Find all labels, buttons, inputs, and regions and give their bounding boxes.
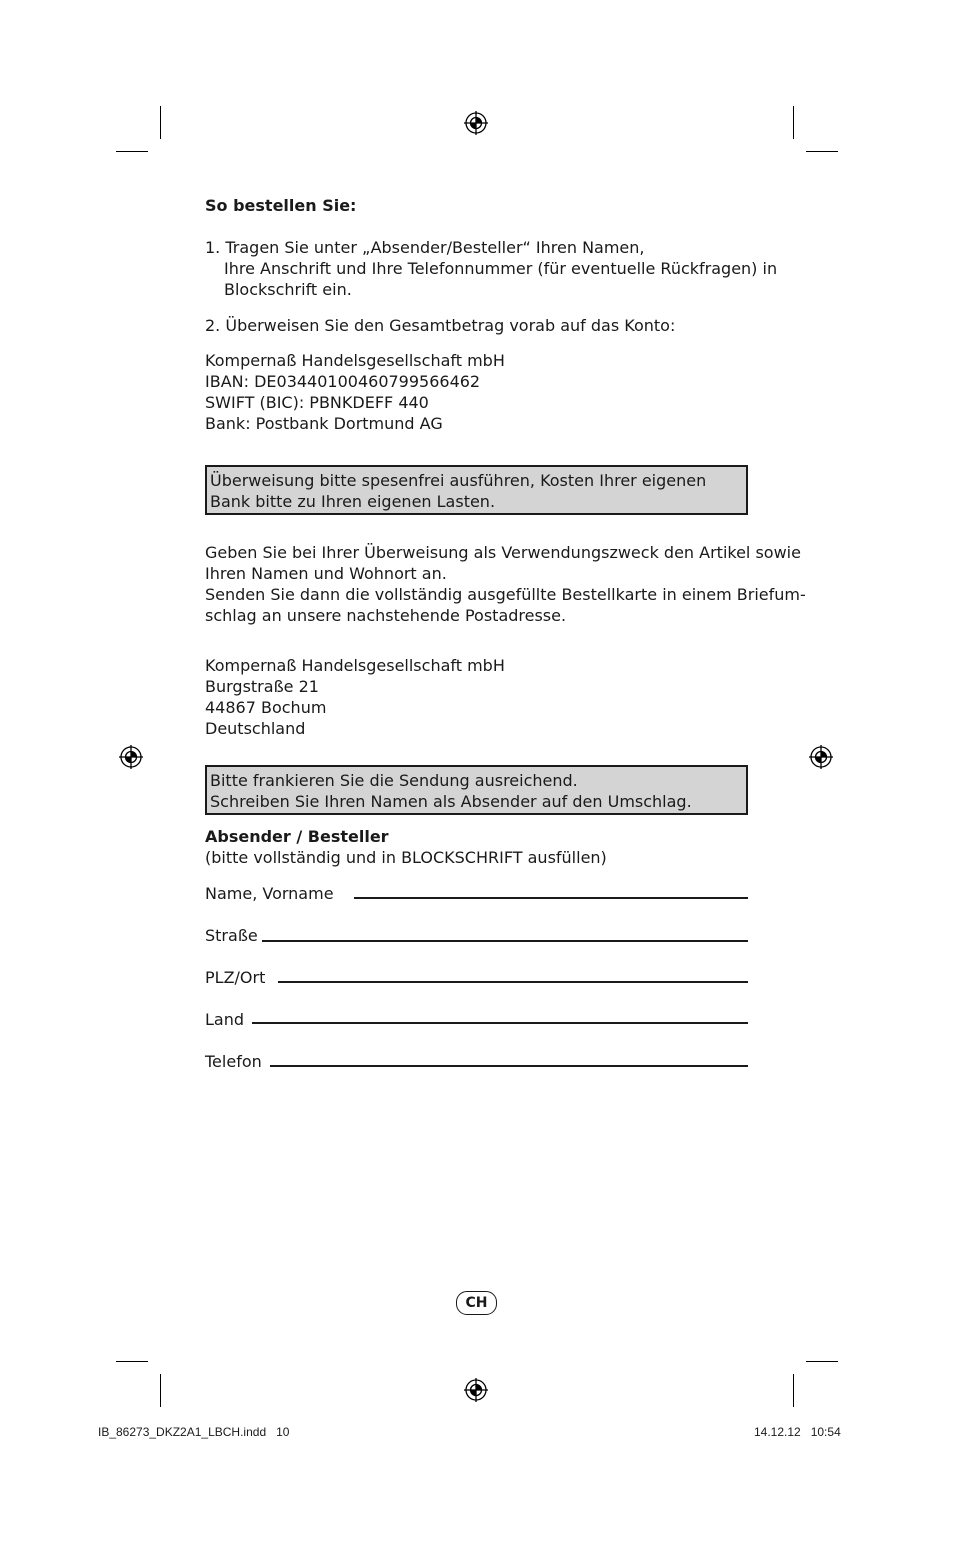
section-heading: So bestellen Sie: bbox=[205, 196, 357, 215]
step-2: 2. Überweisen Sie den Gesamtbetrag vorab auf das Konto: bbox=[205, 316, 676, 335]
field-line-name[interactable] bbox=[354, 897, 748, 899]
crop-mark-icon bbox=[793, 1374, 794, 1407]
bank-account-holder: Kompernaß Handelsgesellschaft mbH bbox=[205, 351, 505, 370]
field-label-phone: Telefon bbox=[205, 1052, 262, 1071]
instructions-line-2: Ihren Namen und Wohnort an. bbox=[205, 564, 447, 583]
step-1-line-2: Ihre Anschrift und Ihre Telefonnummer (für eventuelle Rückfragen) in bbox=[224, 259, 778, 278]
postage-notice-line-2: Schreiben Sie Ihren Namen als Absender auf den Umschlag. bbox=[210, 792, 692, 811]
field-label-zip-city: PLZ/Ort bbox=[205, 968, 266, 987]
step-1-line-3: Blockschrift ein. bbox=[224, 280, 352, 299]
field-line-street[interactable] bbox=[262, 940, 748, 942]
sender-title: Absender / Besteller bbox=[205, 827, 389, 846]
field-line-zip-city[interactable] bbox=[278, 981, 748, 983]
crop-mark-icon bbox=[160, 1374, 161, 1407]
instructions-line-4: schlag an unsere nachstehende Postadresse. bbox=[205, 606, 567, 625]
registration-mark-icon bbox=[809, 745, 833, 769]
footer-file-name: IB_86273_DKZ2A1_LBCH.indd 10 bbox=[98, 1425, 290, 1439]
crop-mark-icon bbox=[116, 1361, 148, 1362]
registration-mark-icon bbox=[464, 1378, 488, 1402]
address-city: 44867 Bochum bbox=[205, 698, 327, 717]
field-line-country[interactable] bbox=[252, 1022, 748, 1024]
step-1-line-1: 1. Tragen Sie unter „Absender/Besteller“ Ihren Namen, bbox=[205, 238, 645, 257]
instructions-line-1: Geben Sie bei Ihrer Überweisung als Verwendungszweck den Artikel sowie bbox=[205, 543, 801, 562]
address-street: Burgstraße 21 bbox=[205, 677, 319, 696]
address-country: Deutschland bbox=[205, 719, 306, 738]
registration-mark-icon bbox=[464, 111, 488, 135]
postage-notice-box bbox=[205, 765, 748, 815]
instructions-line-3: Senden Sie dann die vollständig ausgefüllte Bestellkarte in einem Briefum- bbox=[205, 585, 806, 604]
fee-notice-line-2: Bank bitte zu Ihren eigenen Lasten. bbox=[210, 492, 496, 511]
postage-notice-line-1: Bitte frankieren Sie die Sendung ausreichend. bbox=[210, 771, 578, 790]
bank-iban: IBAN: DE03440100460799566462 bbox=[205, 372, 481, 391]
footer-date: 14.12.12 10:54 bbox=[754, 1425, 841, 1439]
crop-mark-icon bbox=[160, 106, 161, 139]
country-badge: CH bbox=[456, 1291, 497, 1315]
bank-swift: SWIFT (BIC): PBNKDEFF 440 bbox=[205, 393, 429, 412]
crop-mark-icon bbox=[793, 106, 794, 139]
field-label-country: Land bbox=[205, 1010, 245, 1029]
fee-notice-line-1: Überweisung bitte spesenfrei ausführen, Kosten Ihrer eigenen bbox=[210, 471, 707, 490]
bank-name: Bank: Postbank Dortmund AG bbox=[205, 414, 443, 433]
field-label-street: Straße bbox=[205, 926, 258, 945]
crop-mark-icon bbox=[806, 1361, 838, 1362]
fee-notice-box bbox=[205, 465, 748, 515]
field-line-phone[interactable] bbox=[270, 1065, 748, 1067]
crop-mark-icon bbox=[806, 151, 838, 152]
address-company: Kompernaß Handelsgesellschaft mbH bbox=[205, 656, 505, 675]
sender-subtitle: (bitte vollständig und in BLOCKSCHRIFT ausfüllen) bbox=[205, 848, 607, 867]
field-label-name: Name, Vorname bbox=[205, 884, 334, 903]
crop-mark-icon bbox=[116, 151, 148, 152]
registration-mark-icon bbox=[119, 745, 143, 769]
